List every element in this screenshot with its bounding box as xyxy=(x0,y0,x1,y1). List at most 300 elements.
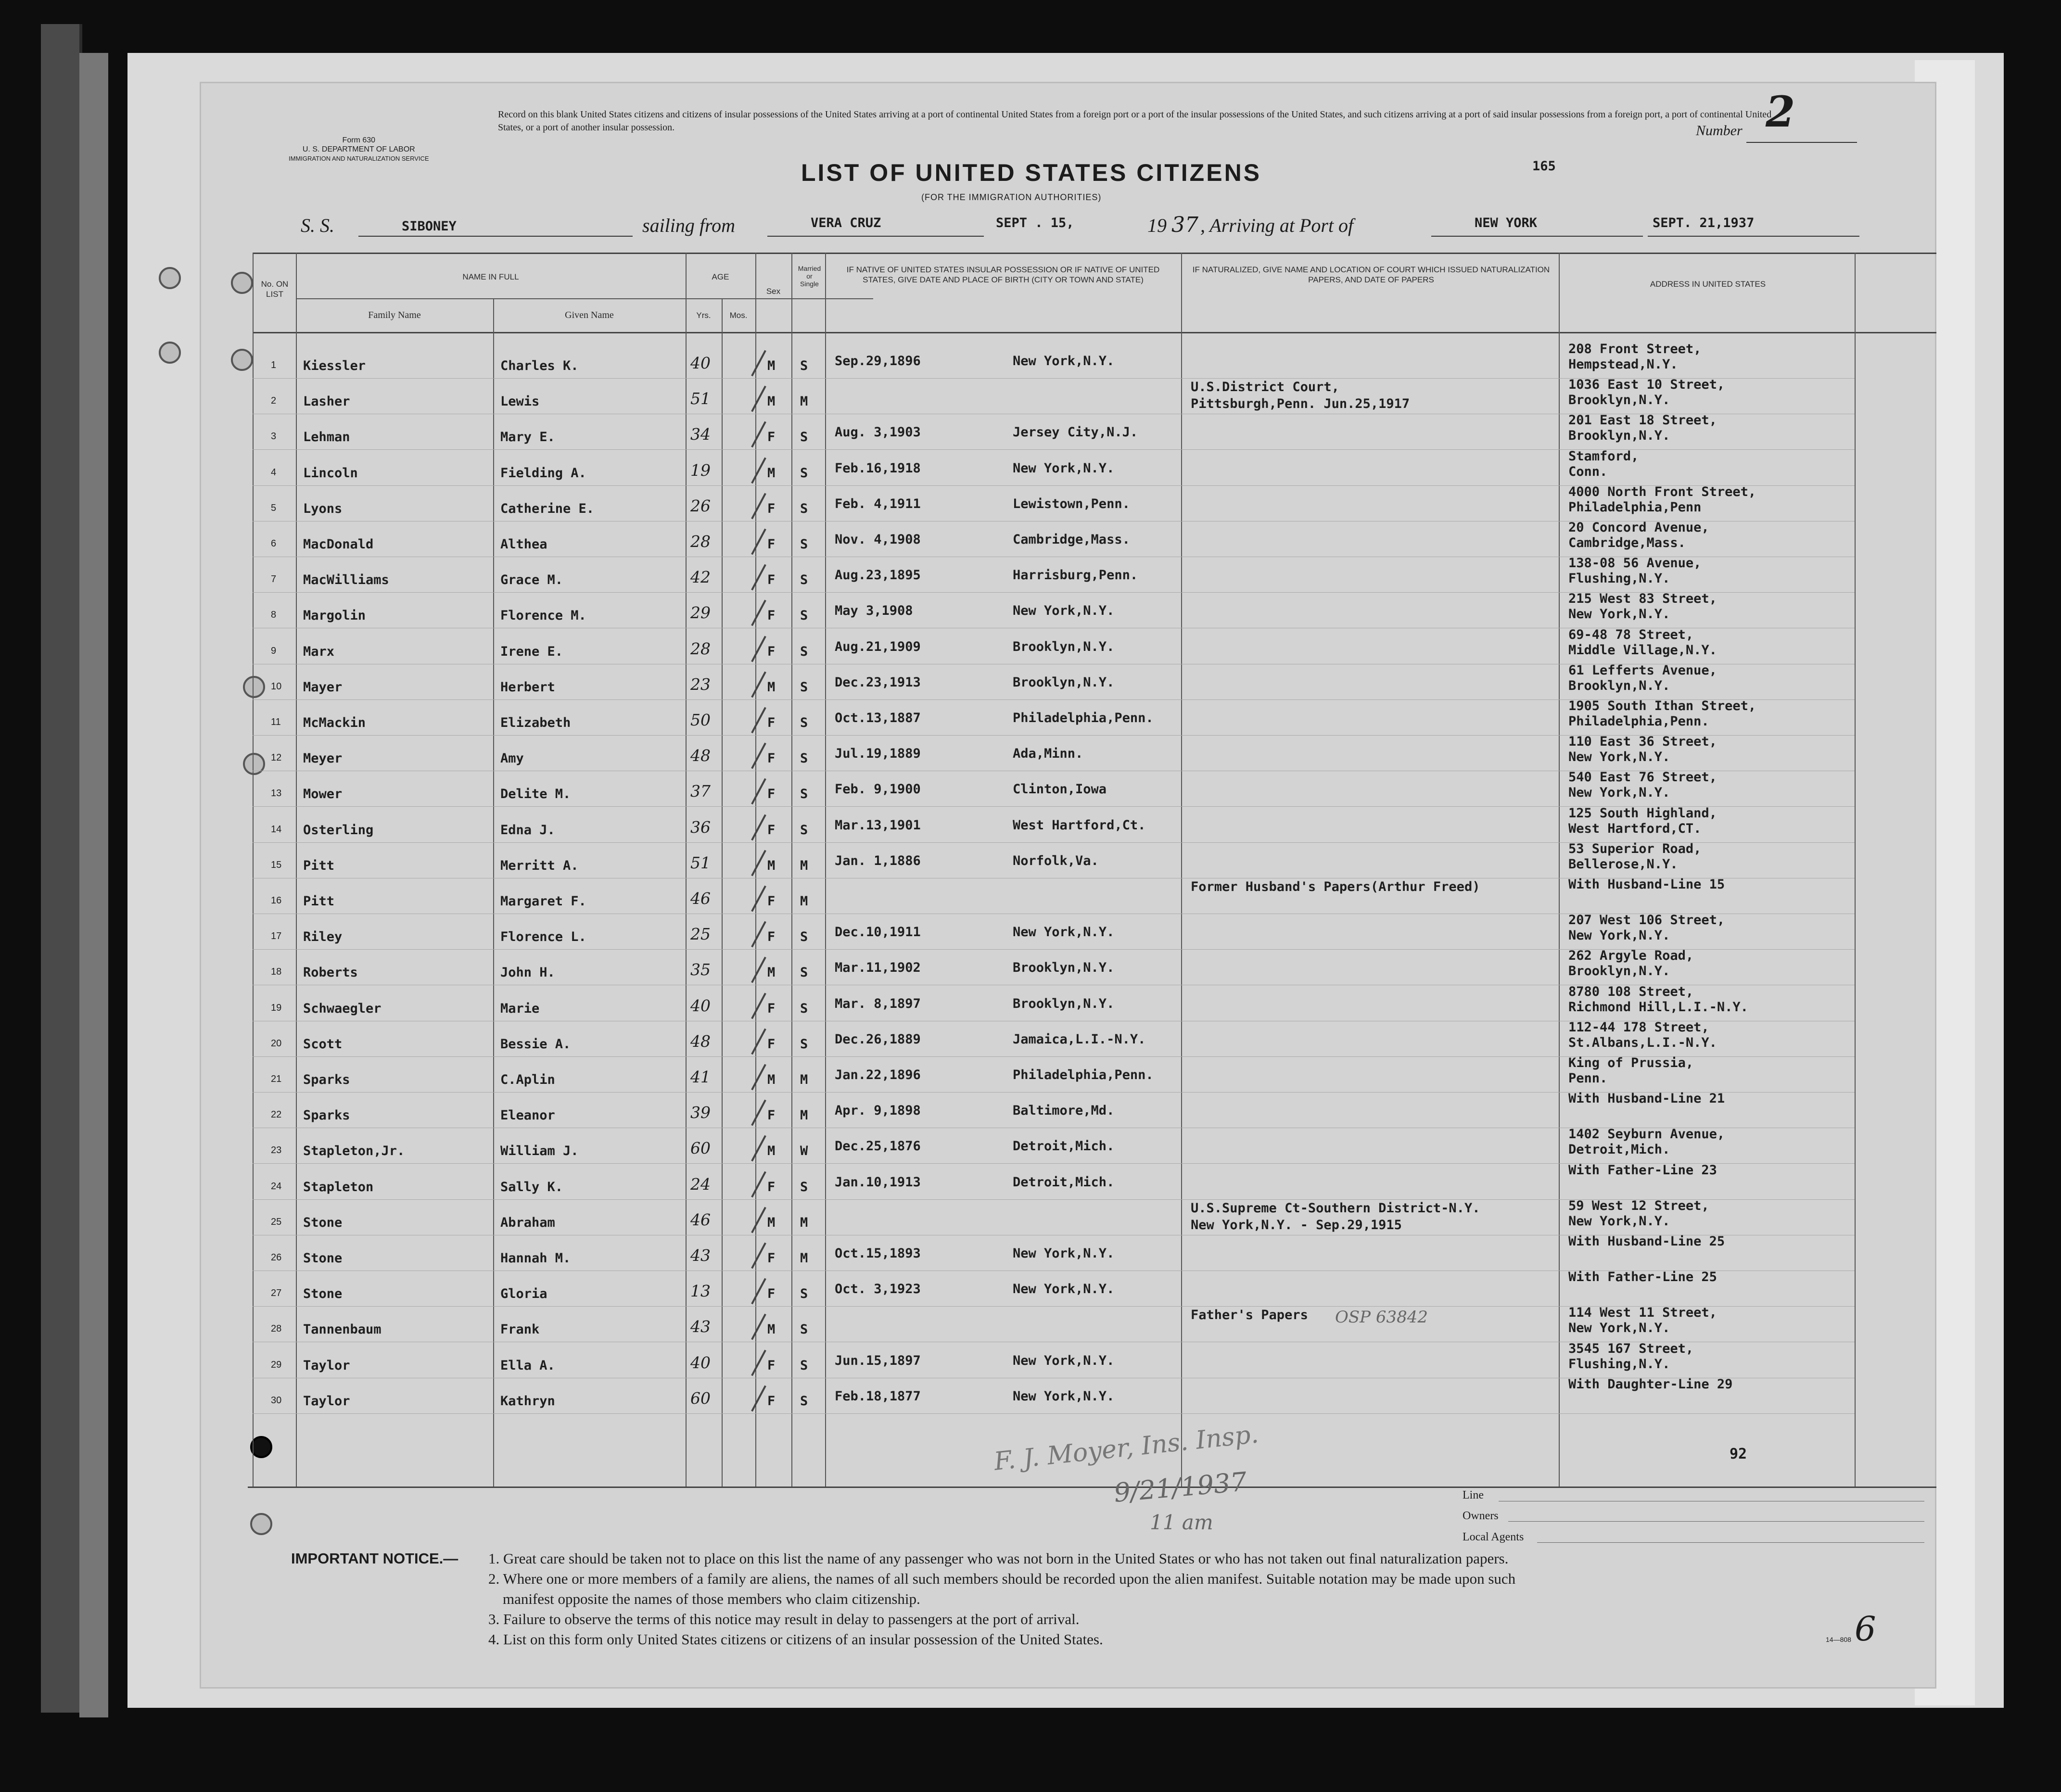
row-number: 22 xyxy=(271,1109,282,1120)
given-name: Merritt A. xyxy=(500,858,579,873)
marital-status: M xyxy=(800,394,808,409)
birth-place: Detroit,Mich. xyxy=(1013,1174,1115,1190)
notice-2b: manifest opposite the names of those members who claim citizenship. xyxy=(503,1590,920,1607)
birth-place: New York,N.Y. xyxy=(1013,1282,1115,1297)
sex: F xyxy=(767,1179,776,1195)
check-mark-icon xyxy=(751,564,766,591)
age-years: 42 xyxy=(690,568,711,587)
page-title: LIST OF UNITED STATES CITIZENS xyxy=(801,159,1262,186)
row-number: 15 xyxy=(271,859,282,870)
given-name: Hannah M. xyxy=(500,1251,571,1266)
marital-status: M xyxy=(800,858,808,873)
family-name: Pitt xyxy=(303,894,335,909)
given-name: Charles K. xyxy=(500,358,579,373)
family-name: Taylor xyxy=(303,1358,350,1373)
name-subhead-rule xyxy=(296,298,873,299)
number-label: Number xyxy=(1696,123,1743,139)
marital-status: S xyxy=(800,787,808,802)
row-number: 16 xyxy=(271,895,282,906)
check-mark-icon xyxy=(751,921,766,948)
birth-place: Ada,Minn. xyxy=(1013,746,1083,762)
punch-hole-icon xyxy=(231,272,253,294)
address-line-1: 4000 North Front Street, xyxy=(1568,484,1756,499)
check-mark-icon xyxy=(751,1278,766,1305)
birth-place: West Hartford,Ct. xyxy=(1013,817,1146,833)
row-number: 9 xyxy=(271,645,277,656)
marital-status: S xyxy=(800,1286,808,1302)
marital-status: S xyxy=(800,501,808,516)
given-name: Florence L. xyxy=(500,929,586,945)
birth-date: Jul.19,1889 xyxy=(835,746,921,762)
sex: F xyxy=(767,430,776,445)
row-rule xyxy=(253,1413,1855,1414)
row-number: 26 xyxy=(271,1252,282,1263)
address-line-2: New York,N.Y. xyxy=(1568,1213,1670,1229)
given-name: John H. xyxy=(500,965,555,980)
marital-status: M xyxy=(800,1072,808,1087)
row-number: 30 xyxy=(271,1395,282,1406)
sex: F xyxy=(767,1358,776,1373)
check-mark-icon xyxy=(751,529,766,555)
check-mark-icon xyxy=(751,1064,766,1091)
agents-field xyxy=(1537,1542,1924,1543)
address-line-2: Flushing,N.Y. xyxy=(1568,1356,1670,1372)
birth-place: Detroit,Mich. xyxy=(1013,1139,1115,1154)
number-underline xyxy=(1746,142,1857,143)
sex: M xyxy=(767,394,776,409)
sailing-label: sailing from xyxy=(642,215,735,236)
sex: M xyxy=(767,858,776,873)
birth-date: Dec.10,1911 xyxy=(835,925,921,940)
marital-status: S xyxy=(800,751,808,766)
row-number: 29 xyxy=(271,1359,282,1370)
marital-status: S xyxy=(800,1001,808,1016)
header-given-name: Given Name xyxy=(565,310,614,320)
header-family-name: Family Name xyxy=(368,310,421,320)
row-number: 21 xyxy=(271,1074,282,1084)
address-line-2: New York,N.Y. xyxy=(1568,607,1670,622)
address-line-1: 208 Front Street, xyxy=(1568,342,1702,356)
birth-place: Norfolk,Va. xyxy=(1013,853,1099,868)
address-line-2: Philadelphia,Penn. xyxy=(1568,714,1709,729)
check-mark-icon xyxy=(751,386,766,412)
address-line-1: 59 West 12 Street, xyxy=(1568,1198,1709,1213)
age-years: 39 xyxy=(690,1103,711,1122)
age-years: 48 xyxy=(690,746,711,765)
address-line-2: Brooklyn,N.Y. xyxy=(1568,678,1670,693)
address-line-2: Brooklyn,N.Y. xyxy=(1568,428,1670,444)
check-mark-icon xyxy=(751,886,766,912)
sex: F xyxy=(767,501,776,516)
table-bottom-rule xyxy=(248,1487,1936,1488)
header-mos: Mos. xyxy=(729,311,748,320)
address-line-1: 110 East 36 Street, xyxy=(1568,734,1717,750)
address-line-1: 1905 South Ithan Street, xyxy=(1568,699,1756,713)
check-mark-icon xyxy=(751,1207,766,1233)
age-years: 34 xyxy=(690,425,711,444)
page-stamp: 165 xyxy=(1532,159,1556,174)
year-printed: 19 xyxy=(1147,215,1167,236)
line-label: Line xyxy=(1463,1489,1484,1501)
address-line-1: King of Prussia, xyxy=(1568,1055,1694,1070)
address-line-2: Penn. xyxy=(1568,1071,1608,1086)
family-name: Lasher xyxy=(303,394,350,409)
port-from-underline xyxy=(767,236,984,237)
age-years: 41 xyxy=(690,1068,711,1086)
check-mark-icon xyxy=(751,1243,766,1269)
row-number: 27 xyxy=(271,1288,282,1299)
sex: F xyxy=(767,787,776,802)
row-number: 3 xyxy=(271,431,277,442)
header-naturalized: IF NATURALIZED, GIVE NAME AND LOCATION OF COURT WHICH ISSUED NATURALIZATION PAPERS, AND DATE OF PAPERS xyxy=(1192,265,1550,284)
check-mark-icon xyxy=(751,457,766,483)
family-name: Mayer xyxy=(303,679,343,695)
sex: F xyxy=(767,929,776,945)
address-line-2: Flushing,N.Y. xyxy=(1568,571,1670,586)
check-mark-icon xyxy=(751,957,766,983)
birth-place: Philadelphia,Penn. xyxy=(1013,711,1154,725)
row-number: 13 xyxy=(271,788,282,799)
family-name: Lincoln xyxy=(303,465,358,481)
sex: M xyxy=(767,465,776,481)
sex: F xyxy=(767,894,776,909)
address-line-2: West Hartford,CT. xyxy=(1568,821,1702,836)
naturalization-cert: OSP 63842 xyxy=(1335,1308,1428,1327)
check-mark-icon xyxy=(751,1028,766,1055)
address-line-2: Conn. xyxy=(1568,464,1608,479)
header-name-in-full: NAME IN FULL xyxy=(462,272,519,281)
marital-status: S xyxy=(800,822,808,838)
birth-place: Philadelphia,Penn. xyxy=(1013,1068,1154,1082)
birth-place: Brooklyn,N.Y. xyxy=(1013,960,1115,976)
date-to-underline xyxy=(1648,236,1859,237)
given-name: Florence M. xyxy=(500,608,586,623)
age-years: 43 xyxy=(690,1246,711,1265)
address-line-1: 69-48 78 Street, xyxy=(1568,627,1694,642)
age-years: 13 xyxy=(690,1282,711,1301)
marital-status: S xyxy=(800,644,808,659)
check-mark-icon xyxy=(751,493,766,519)
check-mark-icon xyxy=(751,814,766,840)
row-number: 1 xyxy=(271,360,277,370)
birth-date: Feb. 4,1911 xyxy=(835,496,921,511)
birth-place: Clinton,Iowa xyxy=(1013,782,1107,797)
sex: M xyxy=(767,1215,776,1230)
age-years: 43 xyxy=(690,1317,711,1336)
address-line-1: 1402 Seyburn Avenue, xyxy=(1568,1127,1725,1142)
age-years: 51 xyxy=(690,853,711,872)
given-name: Delite M. xyxy=(500,787,571,802)
check-mark-icon xyxy=(751,992,766,1019)
sex: F xyxy=(767,537,776,552)
age-years: 40 xyxy=(690,996,711,1015)
birth-date: Sep.29,1896 xyxy=(835,354,921,369)
address-line-1: 201 East 18 Street, xyxy=(1568,413,1717,428)
year-written: 37 xyxy=(1171,213,1198,237)
birth-date: Mar.11,1902 xyxy=(835,960,921,976)
page-hand: 6 xyxy=(1855,1609,1876,1649)
address-line-1: 540 East 76 Street, xyxy=(1568,770,1717,785)
given-name: Amy xyxy=(500,751,524,766)
given-name: William J. xyxy=(500,1144,579,1159)
given-name: Bessie A. xyxy=(500,1036,571,1052)
notice-title: IMPORTANT NOTICE.— xyxy=(291,1550,458,1567)
naturalization-detail: Pittsburgh,Penn. Jun.25,1917 xyxy=(1191,396,1410,412)
page-subtitle: (FOR THE IMMIGRATION AUTHORITIES) xyxy=(921,192,1102,202)
address-line-2: New York,N.Y. xyxy=(1568,1321,1670,1336)
address-line-1: With Husband-Line 15 xyxy=(1568,877,1725,892)
check-mark-icon xyxy=(751,1171,766,1197)
marital-status: S xyxy=(800,572,808,588)
given-name: Grace M. xyxy=(500,572,563,588)
address-line-2: Bellerose,N.Y. xyxy=(1568,856,1678,872)
birth-date: Feb. 9,1900 xyxy=(835,782,921,797)
age-years: 24 xyxy=(690,1174,711,1194)
notice-2a: 2. Where one or more members of a family are aliens, the names of all such members should be recorded upon the alien manifest. Suitable notation may be made upon such xyxy=(488,1570,1516,1587)
address-line-1: With Husband-Line 25 xyxy=(1568,1234,1725,1249)
marital-status: S xyxy=(800,1322,808,1337)
port-to: NEW YORK xyxy=(1475,216,1538,230)
birth-place: New York,N.Y. xyxy=(1013,460,1115,476)
check-mark-icon xyxy=(751,635,766,662)
header-yrs: Yrs. xyxy=(696,311,711,320)
address-line-1: 215 West 83 Street, xyxy=(1568,591,1717,607)
address-line-1: 125 South Highland, xyxy=(1568,805,1717,821)
birth-date: Oct. 3,1923 xyxy=(835,1282,921,1297)
notice-1: 1. Great care should be taken not to place on this list the name of any passenger who was not born in the United States or who has not taken out final naturalization papers. xyxy=(488,1550,1509,1567)
sex: F xyxy=(767,1393,776,1409)
family-name: Schwaegler xyxy=(303,1001,382,1016)
sex: M xyxy=(767,1144,776,1159)
marital-status: S xyxy=(800,1393,808,1409)
birth-date: Oct.13,1887 xyxy=(835,711,921,725)
age-years: 40 xyxy=(690,354,711,372)
age-years: 60 xyxy=(690,1388,711,1408)
family-name: Lehman xyxy=(303,430,350,445)
birth-date: May 3,1908 xyxy=(835,603,913,619)
birth-place: New York,N.Y. xyxy=(1013,603,1115,619)
birth-place: New York,N.Y. xyxy=(1013,925,1115,940)
given-name: Herbert xyxy=(500,679,555,695)
check-mark-icon xyxy=(751,1385,766,1411)
check-mark-icon xyxy=(751,1349,766,1376)
family-name: Scott xyxy=(303,1036,343,1052)
family-name: Sparks xyxy=(303,1072,350,1087)
sex: F xyxy=(767,608,776,623)
ship-name: SIBONEY xyxy=(402,219,457,234)
marital-status: S xyxy=(800,358,808,373)
notice-4: 4. List on this form only United States citizens or citizens of an insular possession of the United States. xyxy=(488,1631,1103,1648)
check-mark-icon xyxy=(751,671,766,698)
row-number: 4 xyxy=(271,467,277,478)
birth-date: Dec.23,1913 xyxy=(835,674,921,690)
check-mark-icon xyxy=(751,350,766,377)
sex: F xyxy=(767,1001,776,1016)
agents-label: Local Agents xyxy=(1463,1531,1524,1543)
naturalization: Former Husband's Papers(Arthur Freed) xyxy=(1191,879,1480,894)
sex: F xyxy=(767,822,776,838)
age-years: 46 xyxy=(690,1210,711,1229)
family-name: Tannenbaum xyxy=(303,1322,382,1337)
given-name: C.Aplin xyxy=(500,1072,555,1087)
owners-label: Owners xyxy=(1463,1510,1499,1522)
given-name: Irene E. xyxy=(500,644,563,659)
check-mark-icon xyxy=(751,421,766,448)
signature-time: 11 am xyxy=(1150,1511,1213,1534)
age-years: 25 xyxy=(690,925,711,944)
birth-date: Dec.25,1876 xyxy=(835,1139,921,1154)
address-line-2: Brooklyn,N.Y. xyxy=(1568,964,1670,979)
given-name: Althea xyxy=(500,537,547,552)
address-line-1: 3545 167 Street, xyxy=(1568,1341,1694,1356)
table-header-rule xyxy=(253,332,1936,333)
given-name: Edna J. xyxy=(500,822,555,838)
arriving-label: , Arriving at Port of xyxy=(1200,215,1354,236)
family-name: Stone xyxy=(303,1286,343,1302)
address-line-1: 53 Superior Road, xyxy=(1568,841,1702,856)
age-years: 46 xyxy=(690,889,711,908)
address-line-1: With Father-Line 25 xyxy=(1568,1270,1717,1285)
page-count: 92 xyxy=(1730,1446,1747,1462)
birth-place: Baltimore,Md. xyxy=(1013,1103,1115,1118)
header-sex: Sex xyxy=(766,287,781,296)
row-number: 11 xyxy=(271,717,281,727)
naturalization: Father's Papers xyxy=(1191,1308,1308,1323)
naturalization: U.S.District Court, xyxy=(1191,380,1339,395)
family-name: Meyer xyxy=(303,751,343,766)
check-mark-icon xyxy=(751,778,766,805)
address-line-2: Hempstead,N.Y. xyxy=(1568,357,1678,372)
address-line-1: 114 West 11 Street, xyxy=(1568,1305,1717,1321)
given-name: Elizabeth xyxy=(500,715,571,730)
marital-status: M xyxy=(800,1251,808,1266)
row-number: 14 xyxy=(271,824,282,835)
given-name: Gloria xyxy=(500,1286,547,1302)
family-name: Pitt xyxy=(303,858,335,873)
check-mark-icon xyxy=(751,850,766,876)
marital-status: M xyxy=(800,1215,808,1230)
row-number: 10 xyxy=(271,681,282,692)
table-row xyxy=(200,413,1936,458)
date-to: SEPT. 21,1937 xyxy=(1653,216,1755,230)
punch-hole-icon xyxy=(159,267,181,289)
sex: M xyxy=(767,358,776,373)
inspector-signature: F. J. Moyer, Ins. Insp. xyxy=(992,1420,1260,1476)
address-line-2: Detroit,Mich. xyxy=(1568,1142,1670,1157)
age-years: 37 xyxy=(690,782,711,801)
family-name: Stapleton xyxy=(303,1179,374,1195)
binder-edge xyxy=(79,53,108,1717)
birth-date: Aug.21,1909 xyxy=(835,639,921,654)
ss-label: S. S. xyxy=(301,215,334,236)
birth-place: Brooklyn,N.Y. xyxy=(1013,996,1115,1011)
age-years: 29 xyxy=(690,603,711,623)
address-line-1: 8780 108 Street, xyxy=(1568,984,1694,999)
manifest-page xyxy=(200,82,1936,1689)
given-name: Catherine E. xyxy=(500,501,595,516)
marital-status: S xyxy=(800,608,808,623)
address-line-1: 61 Lefferts Avenue, xyxy=(1568,662,1717,678)
row-number: 18 xyxy=(271,966,282,978)
address-line-1: 207 West 106 Street, xyxy=(1568,913,1725,928)
row-number: 23 xyxy=(271,1145,282,1156)
row-number: 8 xyxy=(271,610,277,621)
given-name: Frank xyxy=(500,1322,540,1337)
row-number: 2 xyxy=(271,395,277,407)
notice-3: 3. Failure to observe the terms of this notice may result in delay to passengers at the port of arrival. xyxy=(488,1611,1080,1627)
header-age: AGE xyxy=(712,272,729,281)
birth-date: Jan. 1,1886 xyxy=(835,853,921,868)
age-years: 51 xyxy=(690,389,711,408)
family-name: Sparks xyxy=(303,1108,350,1123)
given-name: Fielding A. xyxy=(500,465,586,481)
row-number: 25 xyxy=(271,1216,282,1227)
marital-status: S xyxy=(800,537,808,552)
address-line-2: New York,N.Y. xyxy=(1568,928,1670,943)
sex: M xyxy=(767,1072,776,1087)
check-mark-icon xyxy=(751,1314,766,1340)
given-name: Marie xyxy=(500,1001,540,1016)
birth-place: Brooklyn,N.Y. xyxy=(1013,639,1115,654)
port-from: VERA CRUZ xyxy=(811,216,881,230)
marital-status: S xyxy=(800,715,808,730)
birth-place: Brooklyn,N.Y. xyxy=(1013,674,1115,690)
marital-status: W xyxy=(800,1144,808,1159)
check-mark-icon xyxy=(751,743,766,769)
birth-date: Nov. 4,1908 xyxy=(835,532,921,547)
age-subhead-rule xyxy=(695,298,755,299)
age-years: 35 xyxy=(690,960,711,979)
age-years: 48 xyxy=(690,1031,711,1051)
sex: M xyxy=(767,679,776,695)
sex: F xyxy=(767,715,776,730)
row-number: 19 xyxy=(271,1002,282,1013)
family-name: Taylor xyxy=(303,1393,350,1409)
birth-place: Lewistown,Penn. xyxy=(1013,496,1130,511)
birth-place: Harrisburg,Penn. xyxy=(1013,568,1138,583)
address-line-1: 112-44 178 Street, xyxy=(1568,1019,1709,1035)
sex: F xyxy=(767,1286,776,1302)
age-years: 28 xyxy=(690,532,711,551)
given-name: Mary E. xyxy=(500,430,555,445)
table-top-rule xyxy=(253,253,1936,254)
birth-date: Feb.16,1918 xyxy=(835,460,921,476)
address-line-2: Brooklyn,N.Y. xyxy=(1568,393,1670,408)
family-name: Stone xyxy=(303,1251,343,1266)
family-name: Roberts xyxy=(303,965,358,980)
sex: F xyxy=(767,1251,776,1266)
row-number: 17 xyxy=(271,931,282,942)
table-row xyxy=(200,1376,1936,1422)
sex: F xyxy=(767,751,776,766)
row-number: 7 xyxy=(271,574,277,585)
address-line-1: Stamford, xyxy=(1568,448,1639,464)
address-line-1: 20 Concord Avenue, xyxy=(1568,520,1709,535)
birth-date: Aug. 3,1903 xyxy=(835,425,921,440)
address-line-2: Middle Village,N.Y. xyxy=(1568,642,1717,658)
marital-status: S xyxy=(800,1358,808,1373)
form-code-bottom: 14—808 xyxy=(1826,1636,1851,1643)
birth-date: Mar.13,1901 xyxy=(835,817,921,833)
marital-status: S xyxy=(800,965,808,980)
address-line-2: St.Albans,L.I.-N.Y. xyxy=(1568,1035,1717,1050)
sex: M xyxy=(767,1322,776,1337)
family-name: Kiessler xyxy=(303,358,366,373)
header-no-on-list: No. ON LIST xyxy=(261,280,289,299)
address-line-1: 1036 East 10 Street, xyxy=(1568,377,1725,393)
address-line-1: With Husband-Line 21 xyxy=(1568,1091,1725,1106)
row-number: 6 xyxy=(271,538,277,549)
